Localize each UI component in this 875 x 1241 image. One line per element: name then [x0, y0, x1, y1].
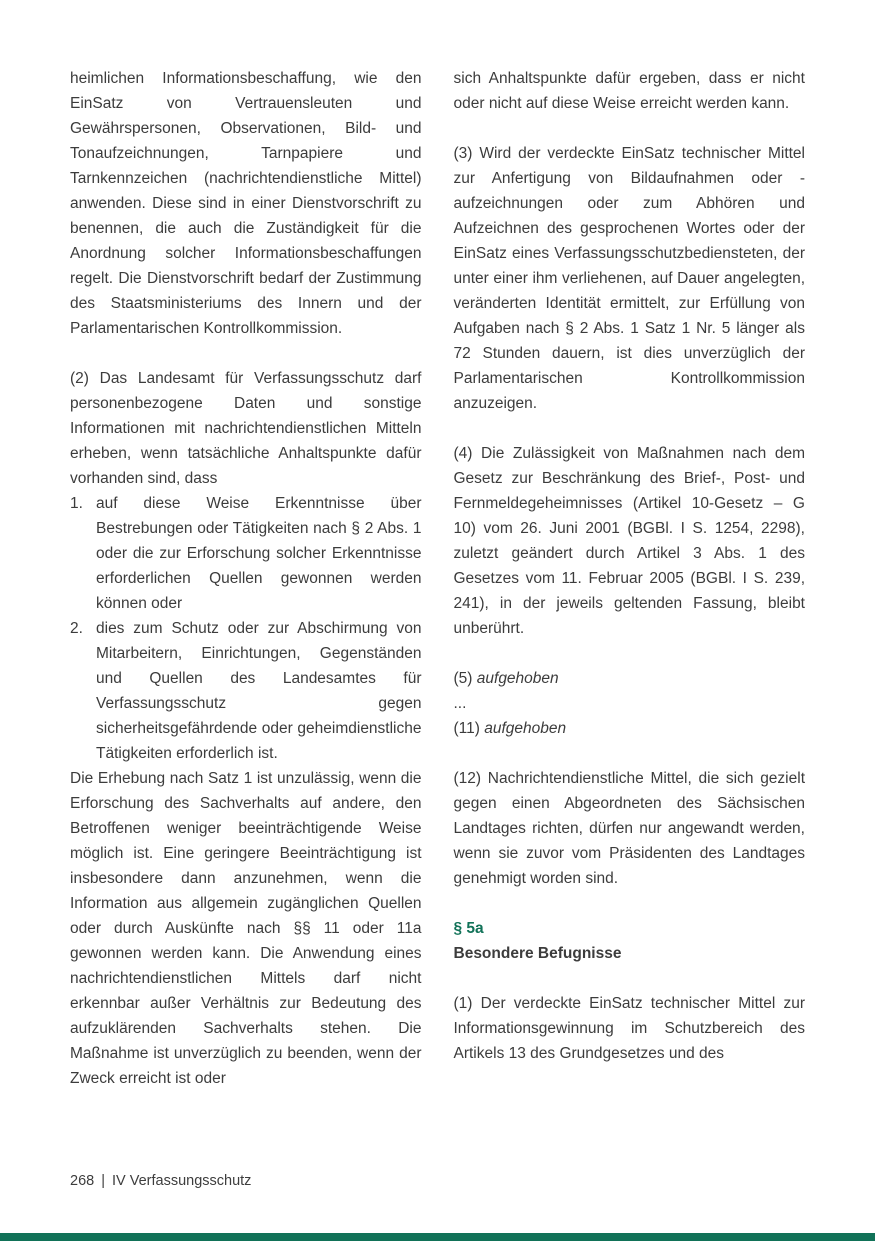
list-marker: 2.: [70, 620, 83, 637]
paragraph-intro: heimlichen Informationsbeschaffung, wie den EinSatz von Vertrauensleuten und Gewährspersonen, Observationen, Bild- und Tonaufzeichnungen, Tarnpapiere und Tarnkennzeichen (nachrichtendienstliche Mittel) anwenden. Diese sind in einer Dienstvorschrift zu benennen, die auch die Zuständigkeit für die Anordnung solcher Informationsbeschaffungen regelt. Die Dienstvorschrift bedarf der Zustimmung des Staatsministeriums des Innern und der Parlamentarischen Kontrollkommission.: [70, 70, 422, 337]
paragraph-continuation: sich Anhaltspunkte dafür ergeben, dass er nicht oder nicht auf diese Weise erreicht werden kann.: [453, 70, 805, 112]
list-item: [70, 491, 422, 616]
paragraph-5a-absatz-1: (1) Der verdeckte EinSatz technischer Mittel zur Informationsgewinnung im Schutzbereich des Artikels 13 des Grundgesetzes und des: [453, 995, 805, 1062]
absatz-5-number: (5): [453, 670, 473, 687]
paragraph-absatz-5: [454, 666, 806, 691]
absatz-5-status: aufgehoben: [476, 670, 559, 687]
page-number: 268: [70, 1173, 95, 1189]
paragraph-erhebung: Die Erhebung nach Satz 1 ist unzulässig, wenn die Erforschung des Sachverhalts auf andere, den Betroffenen weniger beeinträchtigende Weise möglich ist. Eine geringere Beeinträchtigung ist insbesondere dann anzunehmen, wenn die Information aus allgemein zugänglichen Quellen oder durch Auskünfte nach §§ 11 oder 11a gewonnen werden kann. Die Anwendung eines nachrichtendienstlichen Mittels darf nicht erkennbar außer Verhältnis zur Bedeutung des aufzuklärenden Sachverhalts stehen. Die Maßnahme ist unverzüglich zu beenden, wenn der Zweck erreicht ist oder: [70, 770, 422, 1087]
list-item: [70, 616, 422, 766]
text-columns: [70, 66, 805, 1116]
right-column: [454, 66, 806, 1116]
absatz-11-number: (11): [453, 720, 480, 737]
paragraph-absatz-12: (12) Nachrichtendienstliche Mittel, die sich gezielt gegen einen Abgeordneten des Sächsischen Landtages richten, dürfen nur angewandt werden, wenn sie zuvor vom Präsidenten des Landtages genehmigt worden sind.: [453, 770, 805, 887]
paragraph-absatz-3: (3) Wird der verdeckte EinSatz technischer Mittel zur Anfertigung von Bildaufnahmen oder -aufzeichnungen oder zum Abhören und Aufzeichnen des gesprochenen Wortes oder der EinSatz eines Verfassungsschutzbediensteten, der unter einer ihm verliehenen, auf Dauer angelegten, veränderten Identität ermittelt, zur Erfüllung von Aufgaben nach § 2 Abs. 1 Satz 1 Nr. 5 länger als 72 Stunden dauern, ist dies unverzüglich der Parlamentarischen Kontrollkommission anzuzeigen.: [453, 145, 805, 412]
left-column: [70, 66, 422, 1116]
paragraph-ellipsis: ...: [453, 695, 467, 712]
section-title: Besondere Befugnisse: [453, 945, 622, 962]
absatz-11-status: aufgehoben: [484, 720, 567, 737]
paragraph-absatz-2: (2) Das Landesamt für Verfassungsschutz darf personenbezogene Daten und sonstige Informationen mit nachrichtendienstlichen Mitteln erheben, wenn tatsächliche Anhaltspunkte dafür vorhanden sind, dass: [70, 370, 422, 487]
list-text: auf diese Weise Erkenntnisse über Bestrebungen oder Tätigkeiten nach § 2 Abs. 1 oder die zur Erforschung solcher Erkenntnisse erforderlichen Quellen gewonnen werden können oder: [96, 495, 422, 612]
list-marker: 1.: [70, 495, 83, 512]
bottom-accent-bar: [0, 1233, 875, 1241]
section-number: § 5a: [453, 920, 484, 937]
page-footer: [70, 1170, 251, 1192]
chapter-title: IV Verfassungsschutz: [111, 1173, 252, 1189]
list-text: dies zum Schutz oder zur Abschirmung von Mitarbeitern, Einrichtungen, Gegenständen und Quellen des Landesamtes für Verfassungsschutz gegen sicherheitsgefährdende oder geheimdienstliche Tätigkeiten erforderlich ist.: [96, 620, 422, 762]
paragraph-absatz-11: [454, 716, 806, 741]
paragraph-absatz-4: (4) Die Zulässigkeit von Maßnahmen nach dem Gesetz zur Beschränkung des Brief-, Post- und Fernmeldegeheimnisses (Artikel 10-Gesetz – G 10) vom 26. Juni 2001 (BGBl. I S. 1254, 2298), zuletzt geändert durch Artikel 3 Abs. 1 des Gesetzes vom 11. Februar 2005 (BGBl. I S. 239, 241), in der jeweils geltenden Fassung, bleibt unberührt.: [453, 445, 805, 637]
footer-separator: |: [101, 1173, 105, 1189]
